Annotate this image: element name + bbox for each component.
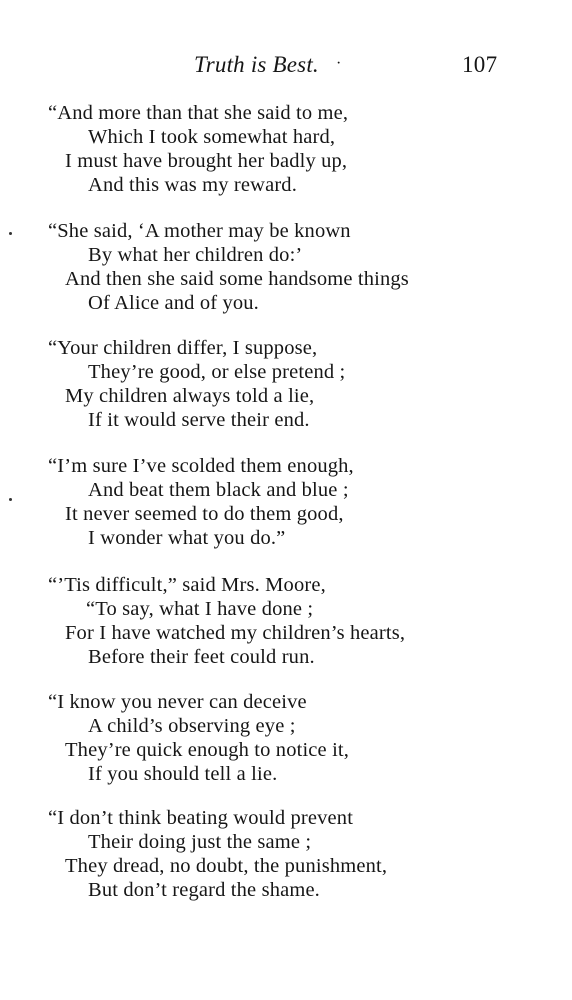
verse-line: “To say, what I have done ; bbox=[86, 598, 314, 620]
page-number: 107 bbox=[462, 52, 498, 77]
verse-line: For I have watched my children’s hearts, bbox=[65, 622, 406, 644]
print-speck bbox=[9, 232, 12, 235]
verse-line: Before their feet could run. bbox=[88, 646, 315, 668]
verse-line: They’re quick enough to notice it, bbox=[65, 739, 350, 761]
verse-line: It never seemed to do them good, bbox=[65, 503, 344, 525]
verse-line: They’re good, or else pretend ; bbox=[88, 361, 346, 383]
verse-line: My children always told a lie, bbox=[65, 385, 315, 407]
verse-line: “I’m sure I’ve scolded them enough, bbox=[48, 455, 354, 477]
verse-line: They dread, no doubt, the punishment, bbox=[65, 855, 388, 877]
verse-line: And then she said some handsome things bbox=[65, 268, 409, 290]
verse-line: But don’t regard the shame. bbox=[88, 879, 320, 901]
verse-line: “And more than that she said to me, bbox=[48, 102, 349, 124]
verse-line: “I don’t think beating would prevent bbox=[48, 807, 354, 829]
verse-line: And this was my reward. bbox=[88, 174, 297, 196]
verse-line: Which I took somewhat hard, bbox=[88, 126, 336, 148]
verse-line: And beat them black and blue ; bbox=[88, 479, 349, 501]
verse-line: I must have brought her badly up, bbox=[65, 150, 348, 172]
verse-line: “Your children differ, I suppose, bbox=[48, 337, 318, 359]
verse-line: “I know you never can deceive bbox=[48, 691, 307, 713]
print-speck bbox=[9, 498, 12, 501]
running-title: Truth is Best. bbox=[194, 52, 319, 77]
verse-line: “’Tis difficult,” said Mrs. Moore, bbox=[48, 574, 326, 596]
page-header bbox=[0, 52, 572, 82]
header-dot: · bbox=[336, 55, 342, 72]
verse-line: I wonder what you do.” bbox=[88, 527, 286, 549]
verse-line: By what her children do:’ bbox=[88, 244, 303, 266]
verse-line: “She said, ‘A mother may be known bbox=[48, 220, 351, 242]
verse-line: A child’s observing eye ; bbox=[88, 715, 296, 737]
verse-line: If you should tell a lie. bbox=[88, 763, 278, 785]
verse-line: If it would serve their end. bbox=[88, 409, 310, 431]
verse-line: Of Alice and of you. bbox=[88, 292, 259, 314]
verse-line: Their doing just the same ; bbox=[88, 831, 312, 853]
